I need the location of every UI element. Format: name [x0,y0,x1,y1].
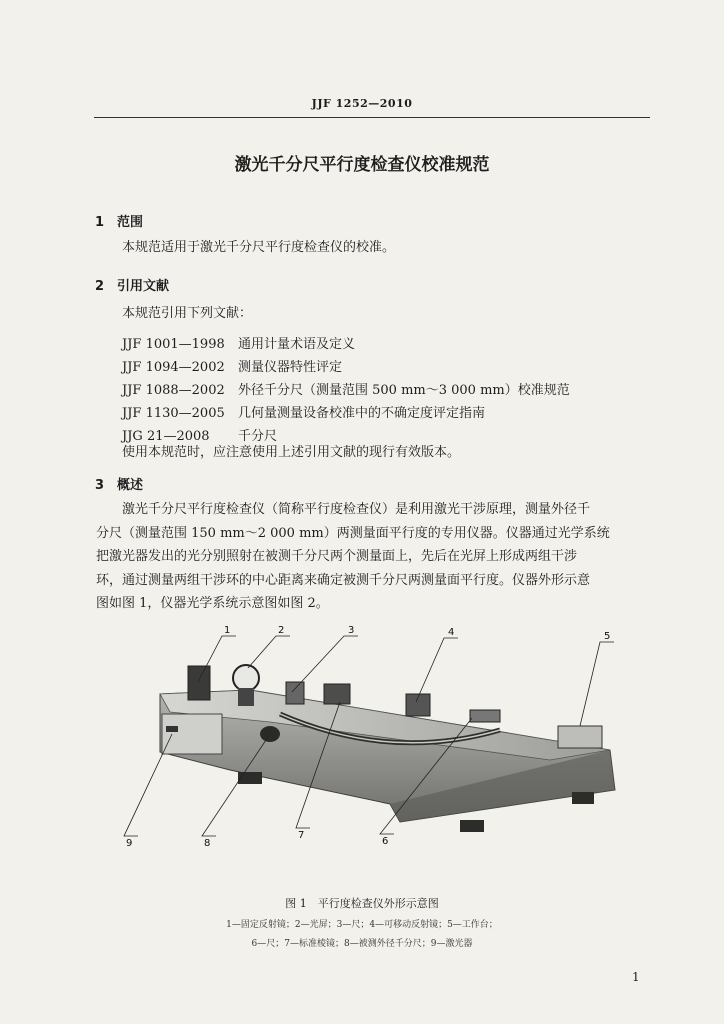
paragraph-line: 激光千分尺平行度检查仪（简称平行度检查仪）是利用激光干涉原理，测量外径千 [122,502,591,517]
section-number: 2 [95,279,105,294]
instrument-figure [110,622,630,852]
section-1-heading [95,211,143,230]
reference-code: JJF 1001—1998 [122,337,225,352]
overview-paragraph [96,498,650,616]
section-title: 引用文献 [117,279,170,294]
callout-label: 3 [348,625,355,636]
section-1-text: 本规范适用于激光千分尺平行度检查仪的校准。 [122,240,396,255]
reference-title: 几何量测量设备校准中的不确定度评定指南 [238,406,486,421]
reference-item [122,402,485,421]
callout-label: 2 [278,625,285,636]
reference-title: 外径千分尺（测量范围 500 mm～3 000 mm）校准规范 [238,383,570,398]
reference-code: JJG 21—2008 [122,429,210,444]
paragraph-line: 把激光器发出的光分别照射在被测千分尺两个测量面上，先后在光屏上形成两组干涉 [96,549,578,564]
machine-foot [238,772,262,784]
reference-item [122,356,342,375]
light-screen [233,665,259,691]
reference-code: JJF 1088—2002 [122,383,225,398]
references-note: 使用本规范时，应注意使用上述引用文献的现行有效版本。 [122,445,461,460]
ruler-carriage [324,684,350,704]
reference-code: JJF 1130—2005 [122,406,225,421]
section-number: 3 [95,478,105,493]
section-2-heading [95,275,169,294]
laser-window [166,726,178,732]
standard-prism [286,682,304,704]
reference-item [122,379,570,398]
paragraph-line: 图如图 1，仪器光学系统示意图如图 2。 [96,596,329,611]
callout-label: 8 [204,838,211,849]
reference-title: 通用计量术语及定义 [238,337,356,352]
paragraph-line: 分尺（测量范围 150 mm～2 000 mm）两测量面平行度的专用仪器。仪器通过光学系统 [96,525,610,541]
laser-housing [162,714,222,754]
callout-label: 4 [448,627,455,638]
machine-foot [460,820,484,832]
figure-legend-line: 1—固定反射镜；2—光屏；3—尺；4—可移动反射镜；5—工作台； [226,920,498,930]
section-title: 范围 [117,215,144,230]
figure-legend-line: 6—尺；7—标准棱镜；8—被测外径千分尺；9—激光器 [251,939,473,949]
section-3-heading [95,474,143,493]
callout-label: 7 [298,830,305,841]
figure-caption: 图 1 平行度检查仪外形示意图 [285,897,439,910]
machine-foot [572,792,594,804]
micrometer-anvil [470,710,500,722]
reference-title: 测量仪器特性评定 [238,360,343,375]
page-number: 1 [632,970,640,984]
callout-label: 6 [382,836,389,847]
standard-code: JJF 1252—2010 [311,97,413,110]
section-title: 概述 [117,478,144,493]
callout-label: 9 [126,838,133,849]
paragraph-line: 环，通过测量两组干涉环的中心距离来确定被测千分尺两测量面平行度。仪器外形示意 [96,572,591,588]
header-rule [94,117,650,118]
section-number: 1 [95,215,105,230]
callout-label: 5 [604,631,611,642]
work-table [558,726,602,748]
document-title: 激光千分尺平行度检查仪校准规范 [234,155,490,175]
reference-item [122,333,355,352]
reference-title: 千分尺 [238,429,278,444]
reference-code: JJF 1094—2002 [122,360,225,375]
fixed-mirror-block [188,666,210,700]
callout-label: 1 [224,625,231,636]
references-intro: 本规范引用下列文献： [122,306,253,321]
screen-stand [238,688,254,706]
